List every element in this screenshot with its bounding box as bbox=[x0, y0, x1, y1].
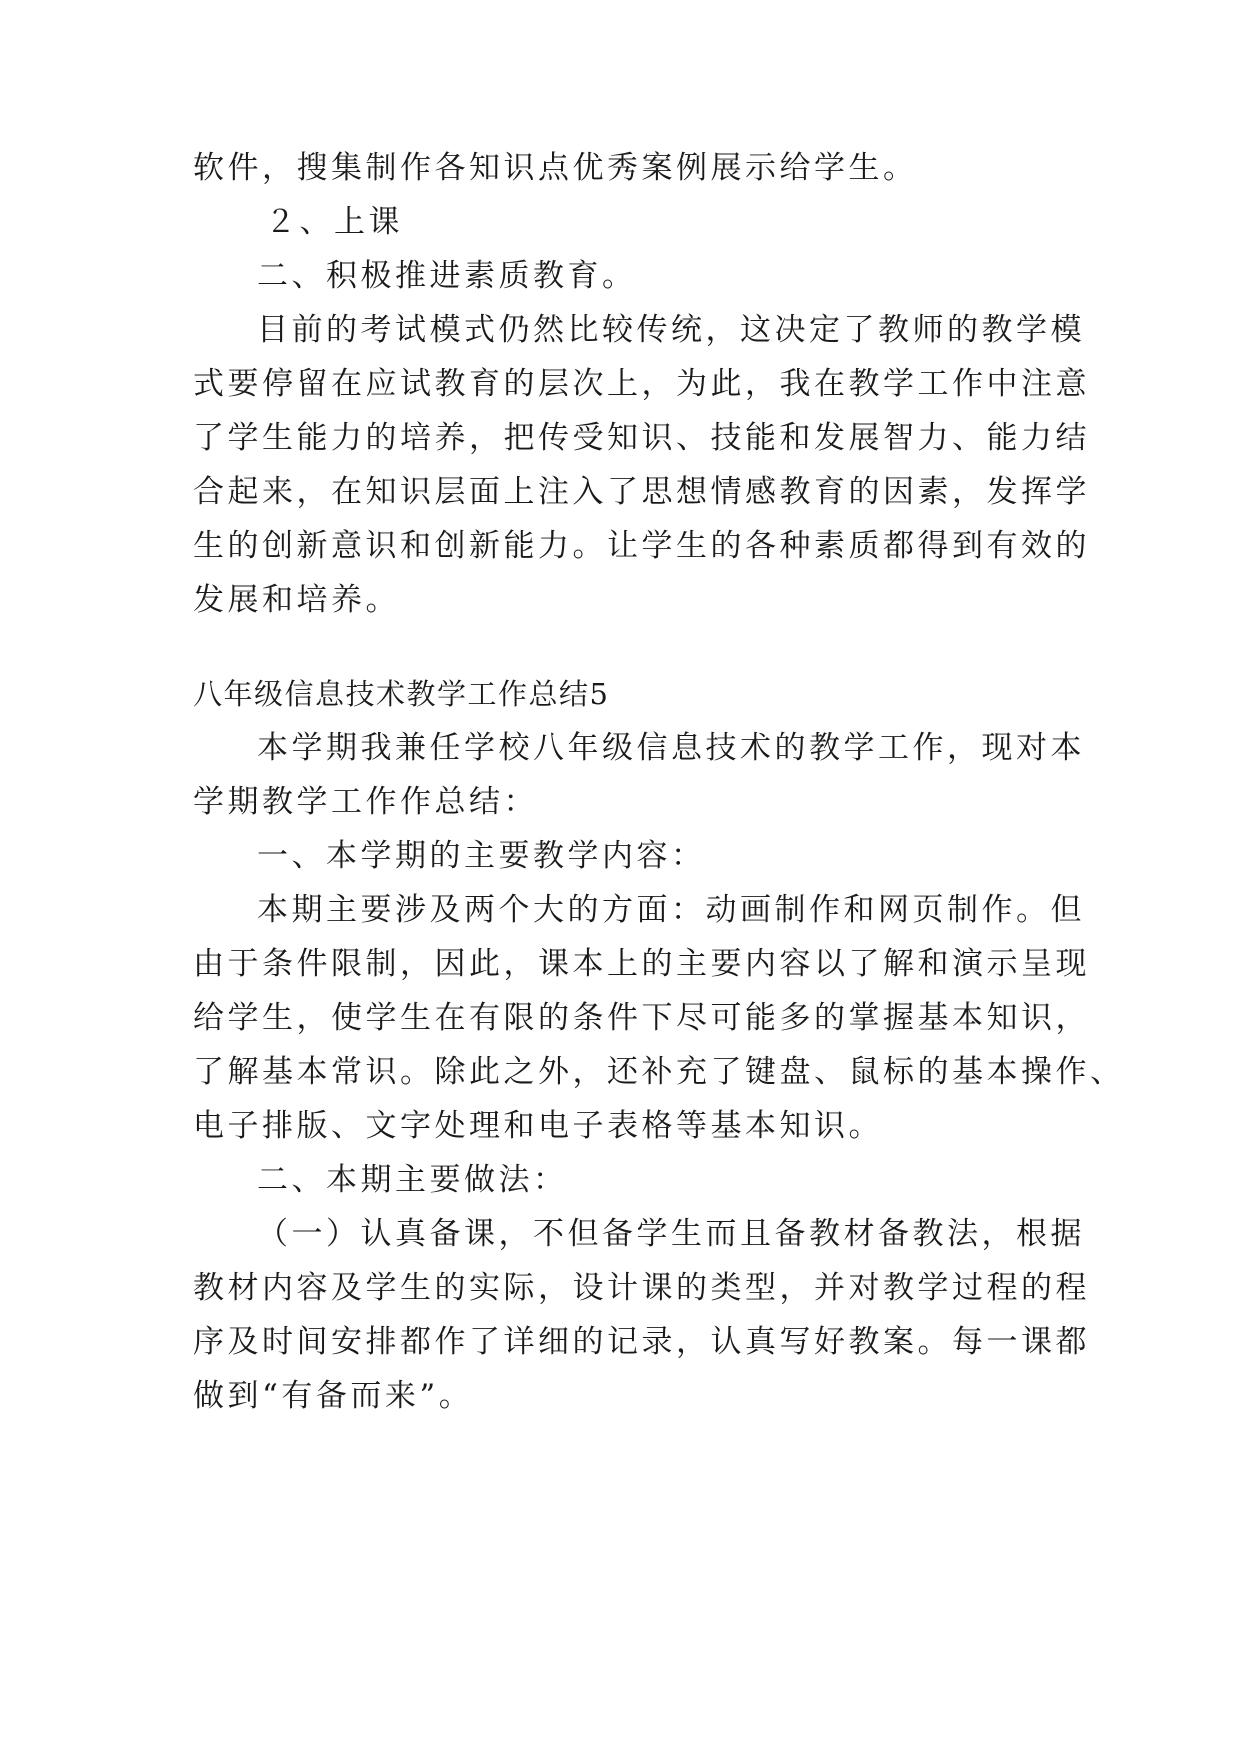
paragraph-line: 目前的考试模式仍然比较传统，这决定了教师的教学模 bbox=[257, 312, 1085, 348]
paragraph-line: 学期教学工作作总结： bbox=[193, 784, 538, 820]
paragraph-line: 做到“有备而来”。 bbox=[193, 1378, 474, 1414]
paragraph-line: 二、本期主要做法： bbox=[257, 1162, 568, 1198]
paragraph-line: 软件，搜集制作各知识点优秀案例展示给学生。 bbox=[193, 150, 918, 186]
paragraph-line: 合起来，在知识层面上注入了思想情感教育的因素，发挥学 bbox=[193, 474, 1090, 510]
paragraph-line: 本学期我兼任学校八年级信息技术的教学工作，现对本 bbox=[257, 730, 1085, 766]
paragraph-line: 序及时间安排都作了详细的记录，认真写好教案。每一课都 bbox=[193, 1324, 1090, 1360]
paragraph-line: ２、上课 bbox=[265, 204, 403, 240]
paragraph-line: 生的创新意识和创新能力。让学生的各种素质都得到有效的 bbox=[193, 528, 1090, 564]
paragraph-line: 式要停留在应试教育的层次上，为此，我在教学工作中注意 bbox=[193, 366, 1090, 402]
paragraph-line: 了学生能力的培养，把传受知识、技能和发展智力、能力结 bbox=[193, 420, 1090, 456]
paragraph-line: 二、积极推进素质教育。 bbox=[257, 258, 637, 294]
paragraph-line: 本期主要涉及两个大的方面：动画制作和网页制作。但 bbox=[257, 892, 1085, 928]
paragraph-line: 由于条件限制，因此，课本上的主要内容以了解和演示呈现 bbox=[193, 946, 1090, 982]
paragraph-line: 教材内容及学生的实际，设计课的类型，并对教学过程的程 bbox=[193, 1270, 1090, 1306]
paragraph-line: 电子排版、文字处理和电子表格等基本知识。 bbox=[193, 1108, 883, 1144]
paragraph-line: 一、本学期的主要教学内容： bbox=[257, 838, 706, 874]
paragraph-line: 给学生，使学生在有限的条件下尽可能多的掌握基本知识， bbox=[193, 1000, 1090, 1036]
paragraph-line: 发展和培养。 bbox=[193, 582, 400, 618]
paragraph-line: 了解基本常识。除此之外，还补充了键盘、鼠标的基本操作、 bbox=[193, 1054, 1125, 1090]
section-title: 八年级信息技术教学工作总结5 bbox=[193, 677, 610, 711]
paragraph-line: （一）认真备课，不但备学生而且备教材备教法，根据 bbox=[257, 1216, 1085, 1252]
